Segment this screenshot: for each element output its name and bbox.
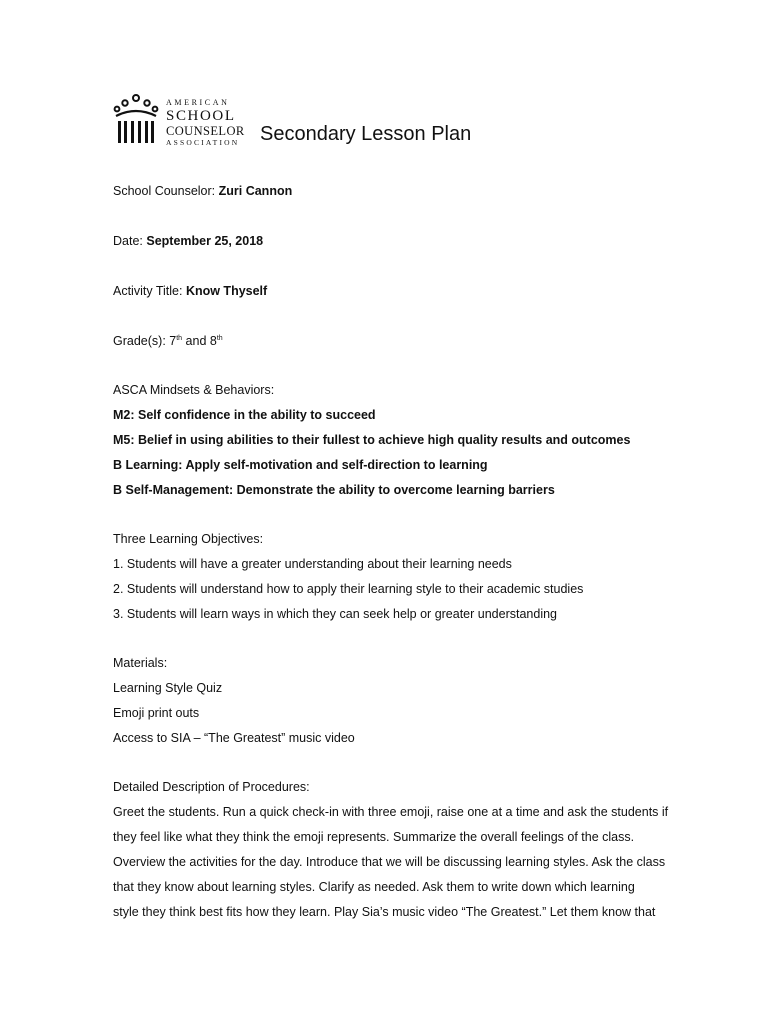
logo-wordmark [166,99,245,146]
counselor-line [113,183,292,199]
counselor-label: School Counselor: [113,184,219,198]
material-item: Access to SIA – “The Greatest” music video [113,731,355,745]
procedure-line: Greet the students. Run a quick check-in with three emoji, raise one at a time and ask the students if [113,805,669,819]
procedure-line: they feel like what they think the emoji represents. Summarize the overall feelings of the class. [113,830,635,844]
material-item: Learning Style Quiz [113,681,223,695]
date-value: September 25, 2018 [146,234,264,248]
grade-2: 8 [209,334,217,348]
procedure-line: style they think best fits how they learn. Play Sia’s music video “The Greatest.” Let them know that [113,905,656,919]
document-header [112,94,652,154]
mindset-item: B Self-Management: Demonstrate the ability to overcome learning barriers [113,483,555,497]
mindset-item: M2: Self confidence in the ability to succeed [113,408,376,422]
asca-columns-icon [112,94,160,146]
material-item: Emoji print outs [113,706,200,720]
grades-line [113,333,223,349]
mindset-item: M5: Belief in using abilities to their fullest to achieve high quality results and outcomes [113,433,631,447]
procedure-line: that they know about learning styles. Clarify as needed. Ask them to write down which learning [113,880,635,894]
procedure-line: Overview the activities for the day. Introduce that we will be discussing learning styles. Ask the class [113,855,666,869]
objective-item: 1. Students will have a greater understanding about their learning needs [113,557,512,571]
date-line [113,233,263,249]
activity-value: Know Thyself [185,284,268,298]
date-label: Date: [113,234,147,248]
logo-line-counselor: COUNSELOR [166,124,245,138]
logo-line-association: ASSOCIATION [166,137,240,147]
materials-heading: Materials: [113,656,168,670]
logo-line-school: SCHOOL [166,108,236,124]
objective-item: 2. Students will understand how to apply their learning style to their academic studies [113,582,584,596]
grades-label: Grade(s): [113,334,170,348]
activity-label: Activity Title: [113,284,186,298]
mindset-item: B Learning: Apply self-motivation and self-direction to learning [113,458,488,472]
grade-1: 7 [169,334,177,348]
grades-and: and [182,334,210,348]
activity-title-line [113,283,267,299]
logo-line-american: AMERICAN [166,98,230,107]
objectives-heading: Three Learning Objectives: [113,532,264,546]
grade-2-suffix: th [216,334,223,342]
grade-1-suffix: th [176,334,183,342]
objective-item: 3. Students will learn ways in which they can seek help or greater understanding [113,607,558,621]
mindsets-heading: ASCA Mindsets & Behaviors: [113,383,275,397]
counselor-value: Zuri Cannon [218,184,293,198]
asca-logo [112,94,252,150]
page-title: Secondary Lesson Plan [260,123,472,145]
procedures-heading: Detailed Description of Procedures: [113,780,310,794]
